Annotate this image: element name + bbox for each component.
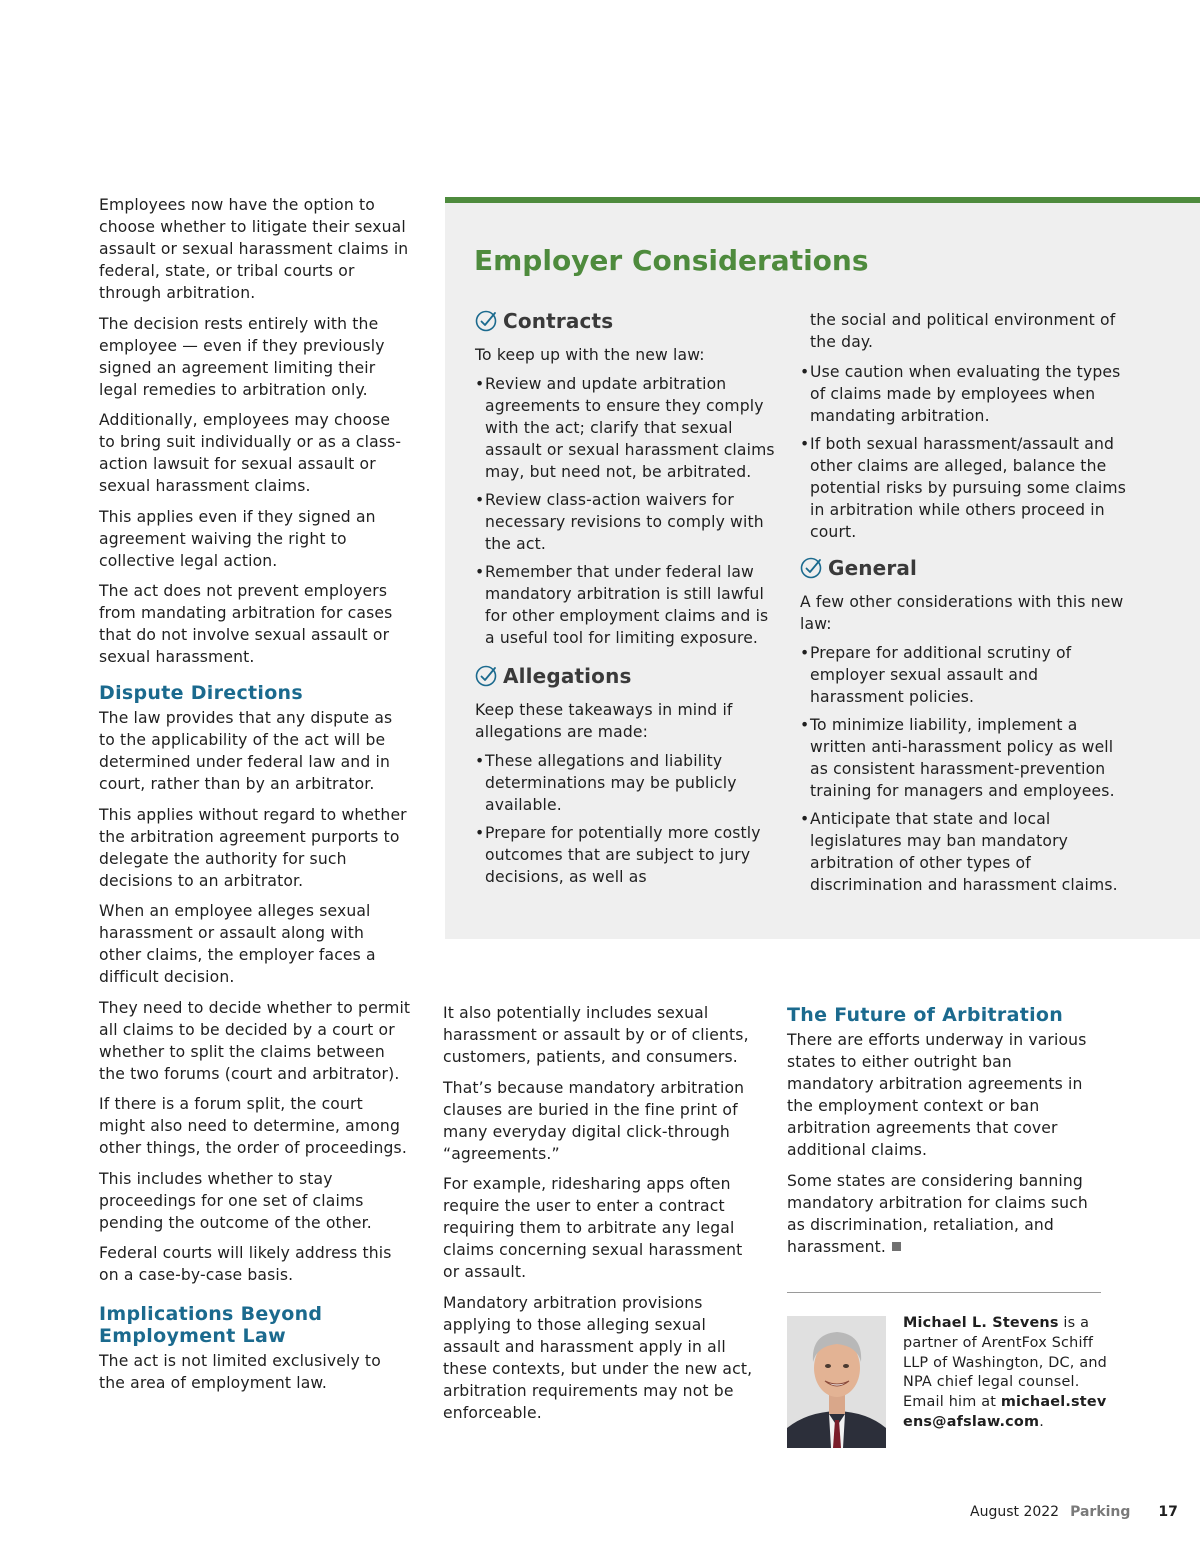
list-item: • Prepare for additional scrutiny of employer sexual assault and harassment policies. (800, 642, 1130, 708)
contracts-list (475, 373, 775, 649)
paragraph: Mandatory arbitration provisions applying to those alleging sexual assault and harassment apply in all these contexts, but under the new act, arbitration requirements may not be enforceable. (443, 1293, 753, 1422)
paragraph: This applies even if they signed an agreement waiving the right to collective legal action. (99, 507, 376, 570)
paragraph: That’s because mandatory arbitration clauses are buried in the fine print of many everyday digital click-through “agreements.” (443, 1078, 745, 1163)
paragraph: Some states are considering banning mandatory arbitration for claims such as discrimination, retaliation, and harassment. (787, 1171, 1088, 1256)
paragraph: This applies without regard to whether the arbitration agreement purports to delegate the authority for such decisions to an arbitrator. (99, 805, 407, 890)
list-item-continued: the social and political environment of the day. (810, 311, 1116, 351)
paragraph: There are efforts underway in various states to either outright ban mandatory arbitration agreements in the employment context or ban arbitration agreements that cover additional claims. (787, 1031, 1087, 1159)
allegations-list (475, 750, 775, 888)
column-left (99, 194, 411, 1403)
list-item: • Review and update arbitration agreements to ensure they comply with the act; clarify that sexual assault or sexual harassment claims may, but need not, be arbitrated. (475, 373, 775, 483)
check-circle-icon (475, 664, 499, 688)
allegations-list-continued (800, 309, 1130, 353)
sidebar-title: Employer Considerations (474, 244, 869, 277)
heading-future-of-arbitration: The Future of Arbitration (787, 1004, 1064, 1026)
list-item: • Anticipate that state and local legislatures may ban mandatory arbitration of other types of discrimination and harassment claims. (800, 808, 1130, 896)
paragraph: This includes whether to stay proceedings for one set of claims pending the outcome of the other. (99, 1169, 372, 1232)
divider (787, 1292, 1101, 1293)
check-circle-icon (800, 556, 824, 580)
check-circle-icon (475, 309, 499, 333)
paragraph: Employees now have the option to choose whether to litigate their sexual assault or sexual harassment claims in federal, state, or tribal courts or through arbitration. (99, 196, 409, 302)
paragraph: They need to decide whether to permit all claims to be decided by a court or whether to split the claims between the two forums (court and arbitrator). (99, 998, 411, 1083)
author-photo (787, 1316, 886, 1448)
sidebar-column-right (800, 309, 1130, 904)
author-name: Michael L. Stevens (903, 1315, 1059, 1331)
employer-considerations-box (445, 197, 1200, 939)
list-item: • To minimize liability, implement a written anti-harassment policy as well as consistent harassment-prevention training for managers and employees. (800, 714, 1130, 802)
list-item: • These allegations and liability determinations may be publicly available. (475, 750, 775, 816)
paragraph: It also potentially includes sexual harassment or assault by or of clients, customers, patients, and consumers. (443, 1004, 749, 1066)
paragraph: The act is not limited exclusively to the area of employment law. (99, 1352, 381, 1392)
list-item: • Review class-action waivers for necessary revisions to comply with the act. (475, 489, 775, 555)
author-email[interactable]: michael.stevens@afslaw.com (903, 1394, 1107, 1430)
list-item: • Prepare for potentially more costly outcomes that are subject to jury decisions, as well as (475, 822, 775, 888)
allegations-intro: Keep these takeaways in mind if allegations are made: (475, 701, 733, 741)
paragraph: For example, ridesharing apps often require the user to enter a contract requiring them to arbitrate any legal claims concerning sexual harassment or assault. (443, 1175, 743, 1281)
paragraph: When an employee alleges sexual harassment or assault along with other claims, the employer faces a difficult decision. (99, 902, 376, 986)
page-footer (970, 1503, 1178, 1521)
list-item: • Remember that under federal law mandatory arbitration is still lawful for other employment claims and is a useful tool for limiting exposure. (475, 561, 775, 649)
contracts-heading: Contracts (475, 308, 775, 334)
paragraph: The act does not prevent employers from mandating arbitration for cases that do not involve sexual assault or sexual harassment. (99, 582, 393, 666)
list-item: • Use caution when evaluating the types of claims made by employees when mandating arbitration. (800, 361, 1130, 427)
paragraph: The law provides that any dispute as to the applicability of the act will be determined under federal law and in court, rather than by an arbitrator. (99, 709, 393, 793)
issue-date: August 2022 (970, 1504, 1060, 1520)
general-list (800, 642, 1130, 896)
general-intro: A few other considerations with this new law: (800, 593, 1124, 633)
allegations-list-right (800, 361, 1130, 543)
sidebar-column-left (475, 308, 775, 896)
allegations-heading: Allegations (475, 663, 775, 689)
paragraph: Federal courts will likely address this on a case-by-case basis. (99, 1244, 392, 1284)
heading-dispute-directions: Dispute Directions (99, 682, 303, 704)
author-bio: Michael L. Stevens is a partner of ArentFox Schiff LLP of Washington, DC, and NPA chief legal counsel. Email him at michael.stevens@afslaw.com. (903, 1315, 1107, 1430)
page-number: 17 (1158, 1504, 1178, 1520)
column-right (787, 1004, 1097, 1266)
heading-implications: Implications Beyond Employment Law (99, 1303, 323, 1347)
end-mark-icon (892, 1242, 901, 1251)
contracts-intro: To keep up with the new law: (475, 346, 705, 364)
paragraph: Additionally, employees may choose to bring suit individually or as a class-action lawsuit for sexual assault or sexual harassment claims. (99, 411, 402, 495)
paragraph: The decision rests entirely with the employee — even if they previously signed an agreement limiting their legal remedies to arbitration only. (99, 314, 385, 399)
magazine-name: Parking (1070, 1504, 1131, 1520)
author-portrait-icon (787, 1316, 886, 1448)
list-item: • If both sexual harassment/assault and other claims are alleged, balance the potential risks by pursuing some claims in arbitration while others proceed in court. (800, 433, 1130, 543)
author-bio-text: is a partner of ArentFox Schiff LLP of Washington, DC, and NPA chief legal counsel. Email him at (903, 1315, 1107, 1411)
column-middle (443, 1002, 761, 1432)
paragraph: If there is a forum split, the court might also need to determine, among other things, the order of proceedings. (99, 1095, 407, 1157)
general-heading: General (800, 555, 1130, 581)
